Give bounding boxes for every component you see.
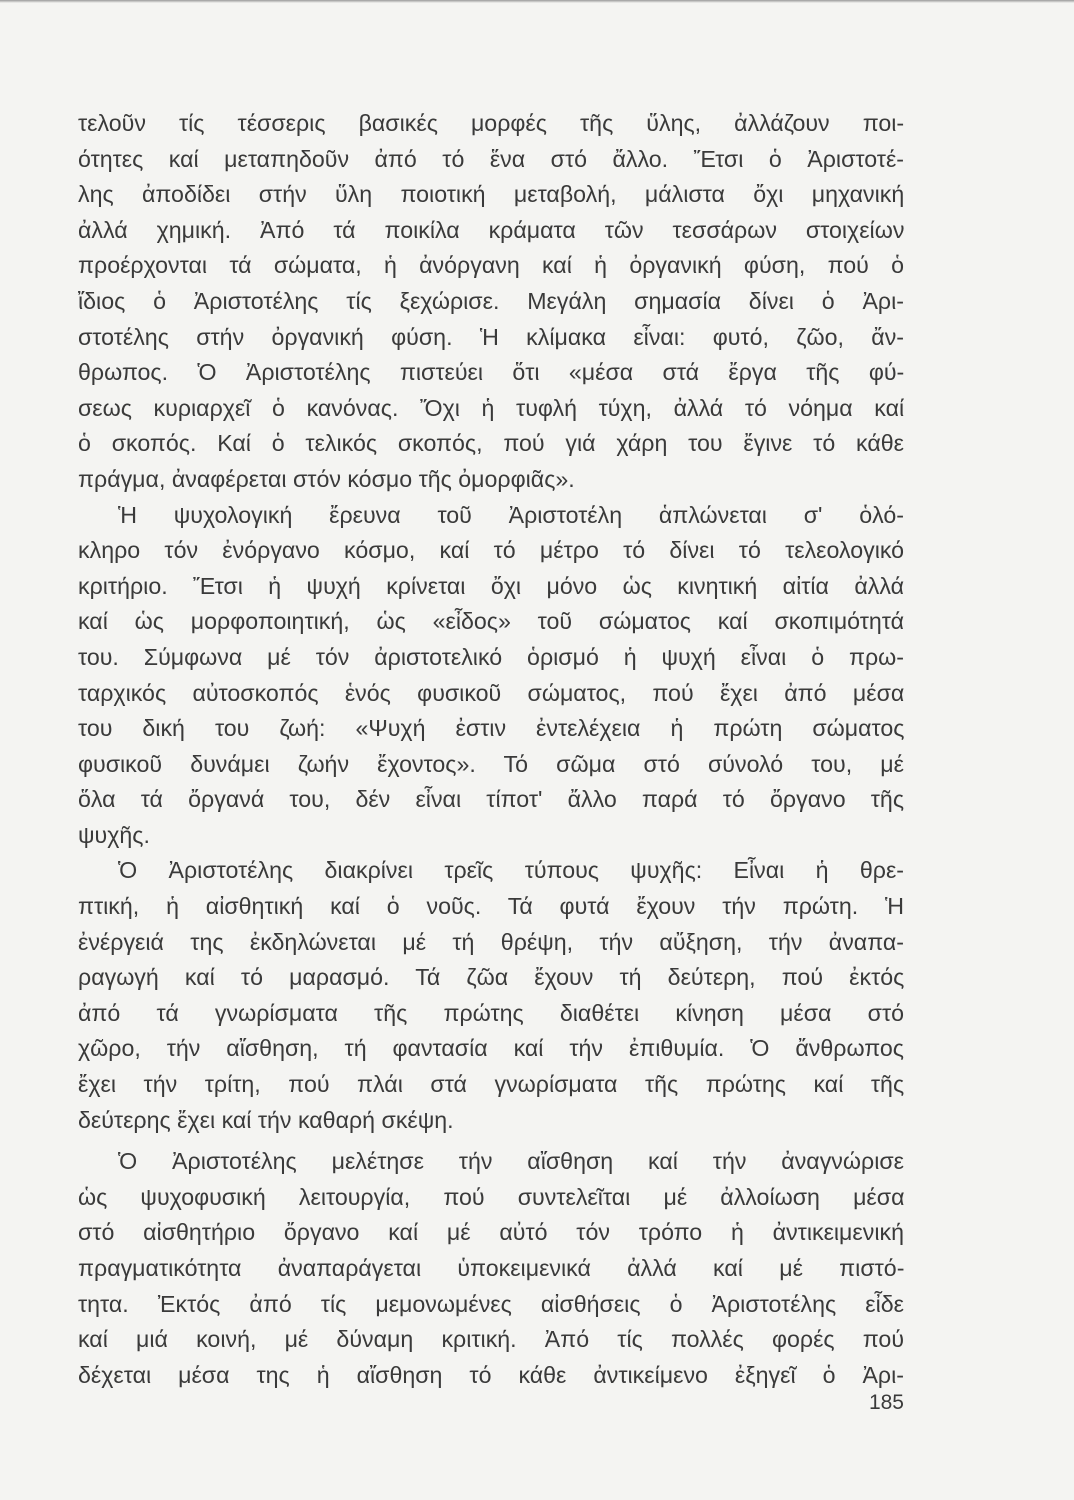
text-line: τελοῦν τίς τέσσερις βασικές μορφές τῆς ὕλης, ἀλλάζουν ποι- [78,110,905,136]
text-line: στοτέλης στήν ὀργανική φύση. Ἡ κλίμακα εἶναι: φυτό, ζῶο, ἄν- [78,323,905,350]
text-line: ἀλλά χημική. Ἀπό τά ποικίλα κράματα τῶν τεσσάρων στοιχείων [78,216,905,243]
scan-edge [0,0,1074,3]
text-line: ἴδιος ὁ Ἀριστοτέλης τίς ξεχώρισε. Μεγάλη σημασία δίνει ὁ Ἀρι- [78,287,904,314]
text-line: πράγμα, ἀναφέρεται στόν κόσμο τῆς ὀμορφιᾶς». [78,465,575,492]
text-line: ταρχικός αὐτοσκοπός ἑνός φυσικοῦ σώματος, πού ἔχει ἀπό μέσα [78,679,905,706]
text-line: δέχεται μέσα της ἡ αἴσθηση τό κάθε ἀντικείμενο ἐξηγεῖ ὁ Ἀρι- [78,1361,904,1388]
text-line: Ἡ ψυχολογική ἔρευνα τοῦ Ἀριστοτέλη ἁπλώνεται σ' ὁλό- [118,501,904,528]
text-line: καί ὡς μορφοποιητική, ὡς «εἶδος» τοῦ σώματος καί σκοπιμότητά [78,608,905,635]
text-line: καί μιά κοινή, μέ δύναμη κριτική. Ἀπό τίς πολλές φορές πού [78,1326,904,1353]
text-line: σεως κυριαρχεῖ ὁ κανόνας. Ὄχι ἡ τυφλή τύχη, ἀλλά τό νόημα καί [78,394,905,421]
text-line: τητα. Ἐκτός ἀπό τίς μεμονωμένες αἰσθήσεις ὁ Ἀριστοτέλης εἶδε [78,1290,905,1317]
text-line: του. Σύμφωνα μέ τόν ἀριστοτελικό ὁρισμό ἡ ψυχή εἶναι ὁ πρω- [78,643,904,670]
text-line: χῶρο, τήν αἴσθηση, τή φαντασία καί τήν ἐπιθυμία. Ὁ ἄνθρωπος [78,1035,904,1062]
text-line: ραγωγή καί τό μαρασμό. Τά ζῶα ἔχουν τή δεύτερη, πού ἐκτός [78,964,905,991]
text-line: ἐνέργειά της ἐκδηλώνεται μέ τή θρέψη, τήν αὔξηση, τήν ἀναπα- [78,928,904,955]
text-line: ψυχῆς. [78,821,150,848]
text-line: ὁ σκοπός. Καί ὁ τελικός σκοπός, πού γιά χάρη του ἔγινε τό κάθε [78,430,904,457]
text-line: προέρχονται τά σώματα, ἡ ἀνόργανη καί ἡ ὀργανική φύση, πού ὁ [78,252,904,279]
body-text [78,106,904,1393]
text-line: στό αἰσθητήριο ὄργανο καί μέ αὐτό τόν τρόπο ἡ ἀντικειμενική [78,1219,904,1246]
text-line: Ὁ Ἀριστοτέλης διακρίνει τρεῖς τύπους ψυχῆς: Εἶναι ἡ θρε- [118,857,904,884]
page-number: 185 [868,1391,904,1414]
text-line: ἔχει τήν τρίτη, πού πλάι στά γνωρίσματα τῆς πρώτης καί τῆς [78,1071,905,1098]
text-line: Ὁ Ἀριστοτέλης μελέτησε τήν αἴσθηση καί τήν ἀναγνώρισε [118,1148,904,1175]
text-line: ὡς ψυχοφυσική λειτουργία, πού συντελεῖται μέ ἀλλοίωση μέσα [78,1183,905,1210]
text-line: πραγματικότητα ἀναπαράγεται ὑποκειμενικά ἀλλά καί μέ πιστό- [78,1255,905,1281]
paragraph-2 [78,498,904,854]
text-line: κληρο τόν ἐνόργανο κόσμο, καί τό μέτρο τό δίνει τό τελεολογικό [78,537,905,564]
paragraph-1 [78,106,904,498]
text-line: ἀπό τά γνωρίσματα τῆς πρώτης διαθέτει κίνηση μέσα στό [78,999,905,1026]
text-line: ότητες καί μεταπηδοῦν ἀπό τό ἕνα στό ἄλλο. Ἔτσι ὁ Ἀριστοτέ- [78,145,904,172]
text-line: λης ἀποδίδει στήν ὕλη ποιοτική μεταβολή, μάλιστα ὄχι μηχανική [78,181,905,208]
text-line: του δική του ζωή: «Ψυχή ἐστιν ἐντελέχεια ἡ πρώτη σώματος [78,715,905,742]
text-line: θρωπος. Ὁ Ἀριστοτέλης πιστεύει ὅτι «μέσα στά ἔργα τῆς φύ- [78,359,905,386]
paragraph-3 [78,853,904,1138]
paragraph-4 [78,1144,904,1393]
text-line: φυσικοῦ δυνάμει ζωήν ἔχοντος». Τό σῶμα στό σύνολό του, μέ [78,750,904,777]
text-line: δεύτερης ἔχει καί τήν καθαρή σκέψη. [78,1106,454,1133]
text-line: πτική, ἡ αἰσθητική καί ὁ νοῦς. Τά φυτά ἔχουν τήν πρώτη. Ἡ [78,893,904,920]
text-line: ὅλα τά ὄργανά του, δέν εἶναι τίποτ' ἄλλο παρά τό ὄργανο τῆς [78,786,904,813]
text-line: κριτήριο. Ἔτσι ἡ ψυχή κρίνεται ὄχι μόνο ὡς κινητική αἰτία ἀλλά [78,572,904,599]
